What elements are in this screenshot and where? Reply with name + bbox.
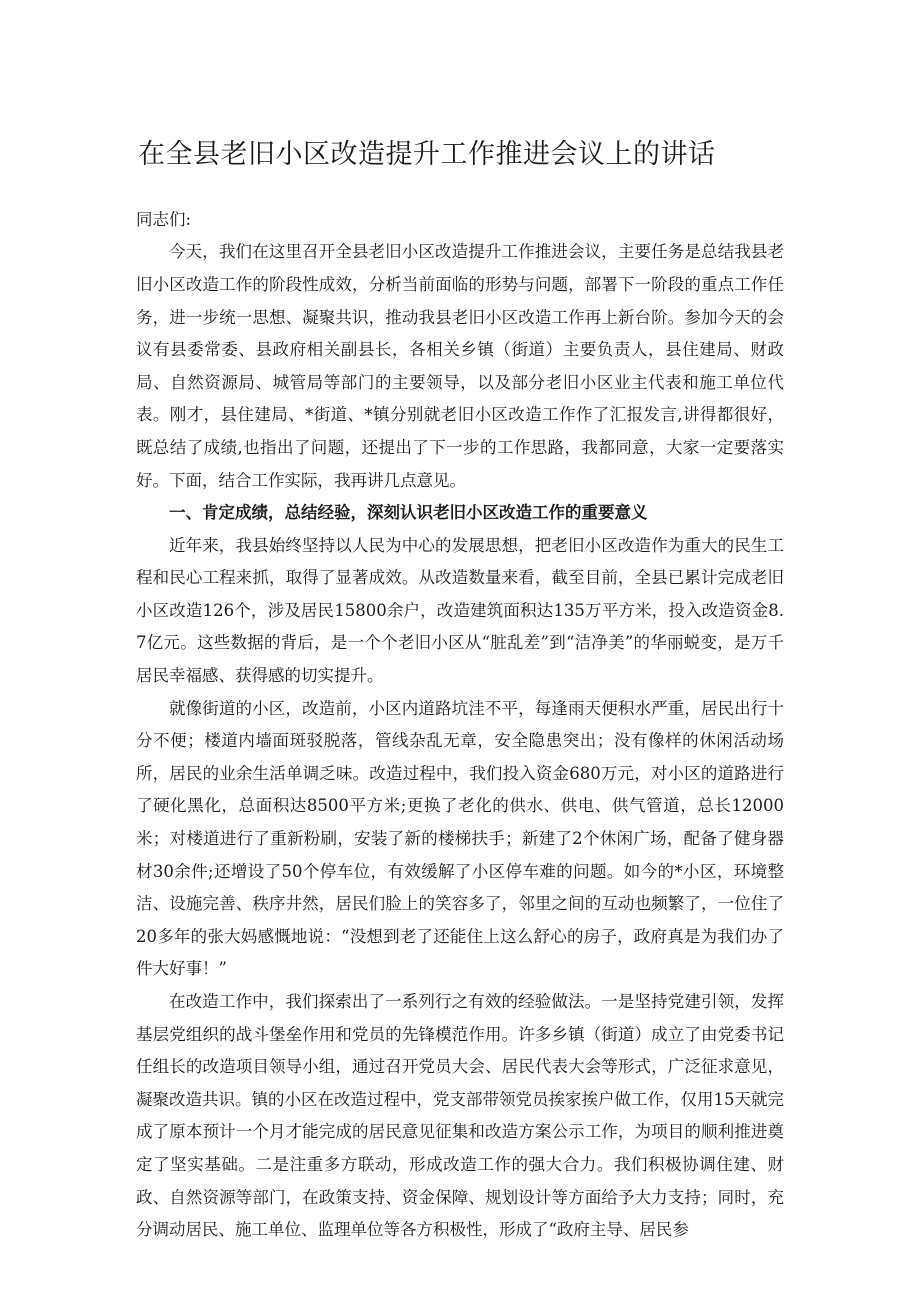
paragraph-intro: 今天，我们在这里召开全县老旧小区改造提升工作推进会议，主要任务是总结我县老旧小区改造工作的阶段性成效，分析当前面临的形势与问题，部署下一阶段的重点工作任务，进一步统一思想、凝聚共识，推动我县老旧小区改造工作再上新台阶。参加今天的会议有县委常委、县政府相关副县长，各相关乡镇（街道）主要负责人，县住建局、财政局、自然资源局、城管局等部门的主要领导，以及部分老旧小区业主代表和施工单位代表。刚才，县住建局、*街道、*镇分别就老旧小区改造工作作了汇报发言,讲得都很好，既总结了成绩,也指出了问题，还提出了下一步的工作思路，我都同意，大家一定要落实好。下面，结合工作实际，我再讲几点意见。 bbox=[136, 242, 784, 490]
paragraph-example-community: 就像街道的小区，改造前，小区内道路坑洼不平，每逢雨天便积水严重，居民出行十分不便；楼道内墙面斑驳脱落，管线杂乱无章，安全隐患突出；没有像样的休闲活动场所，居民的业余生活单调乏味。改造过程中，我们投入资金680万元，对小区的道路进行了硬化黑化，总面积达8500平方米;更换了老化的供水、供电、供气管道，总长12000米；对楼道进行了重新粉刷，安装了新的楼梯扶手；新建了2个休闲广场，配备了健身器材30余件;还增设了50个停车位，有效缓解了小区停车难的问题。如今的*小区，环境整洁、设施完善、秩序井然，居民们脸上的笑容多了，邻里之间的互动也频繁了，一位住了20多年的张大妈感慨地说：“没想到老了还能住上这么舒心的房子，政府真是为我们办了件大好事！” bbox=[136, 698, 784, 979]
section-heading-1: 一、肯定成绩，总结经验，深刻认识老旧小区改造工作的重要意义 bbox=[169, 503, 648, 523]
salutation: 同志们: bbox=[136, 209, 192, 229]
document-body bbox=[136, 204, 784, 1247]
paragraph-achievements: 近年来，我县始终坚持以人民为中心的发展思想，把老旧小区改造作为重大的民生工程和民心工程来抓，取得了显著成效。从改造数量来看，截至目前，全县已累计完成老旧小区改造126个，涉及居民15800余户，改造建筑面积达135万平方米，投入改造资金8.7亿元。这些数据的背后，是一个个老旧小区从“脏乱差”到“洁净美”的华丽蜕变，是万千居民幸福感、获得感的切实提升。 bbox=[136, 535, 784, 686]
document-title: 在全县老旧小区改造提升工作推进会议上的讲话 bbox=[138, 139, 716, 170]
paragraph-experience: 在改造工作中，我们探索出了一系列行之有效的经验做法。一是坚持党建引领，发挥基层党组织的战斗堡垒作用和党员的先锋模范作用。许多乡镇（街道）成立了由党委书记任组长的改造项目领导小组，通过召开党员大会、居民代表大会等形式，广泛征求意见，凝聚改造共识。镇的小区在改造过程中，党支部带领党员挨家挨户做工作，仅用15天就完成了原本预计一个月才能完成的居民意见征集和改造方案公示工作，为项目的顺利推进奠定了坚实基础。二是注重多方联动，形成改造工作的强大合力。我们积极协调住建、财政、自然资源等部门，在政策支持、资金保障、规划设计等方面给予大力支持；同时，充分调动居民、施工单位、监理单位等各方积极性，形成了“政府主导、居民参 bbox=[136, 992, 784, 1240]
